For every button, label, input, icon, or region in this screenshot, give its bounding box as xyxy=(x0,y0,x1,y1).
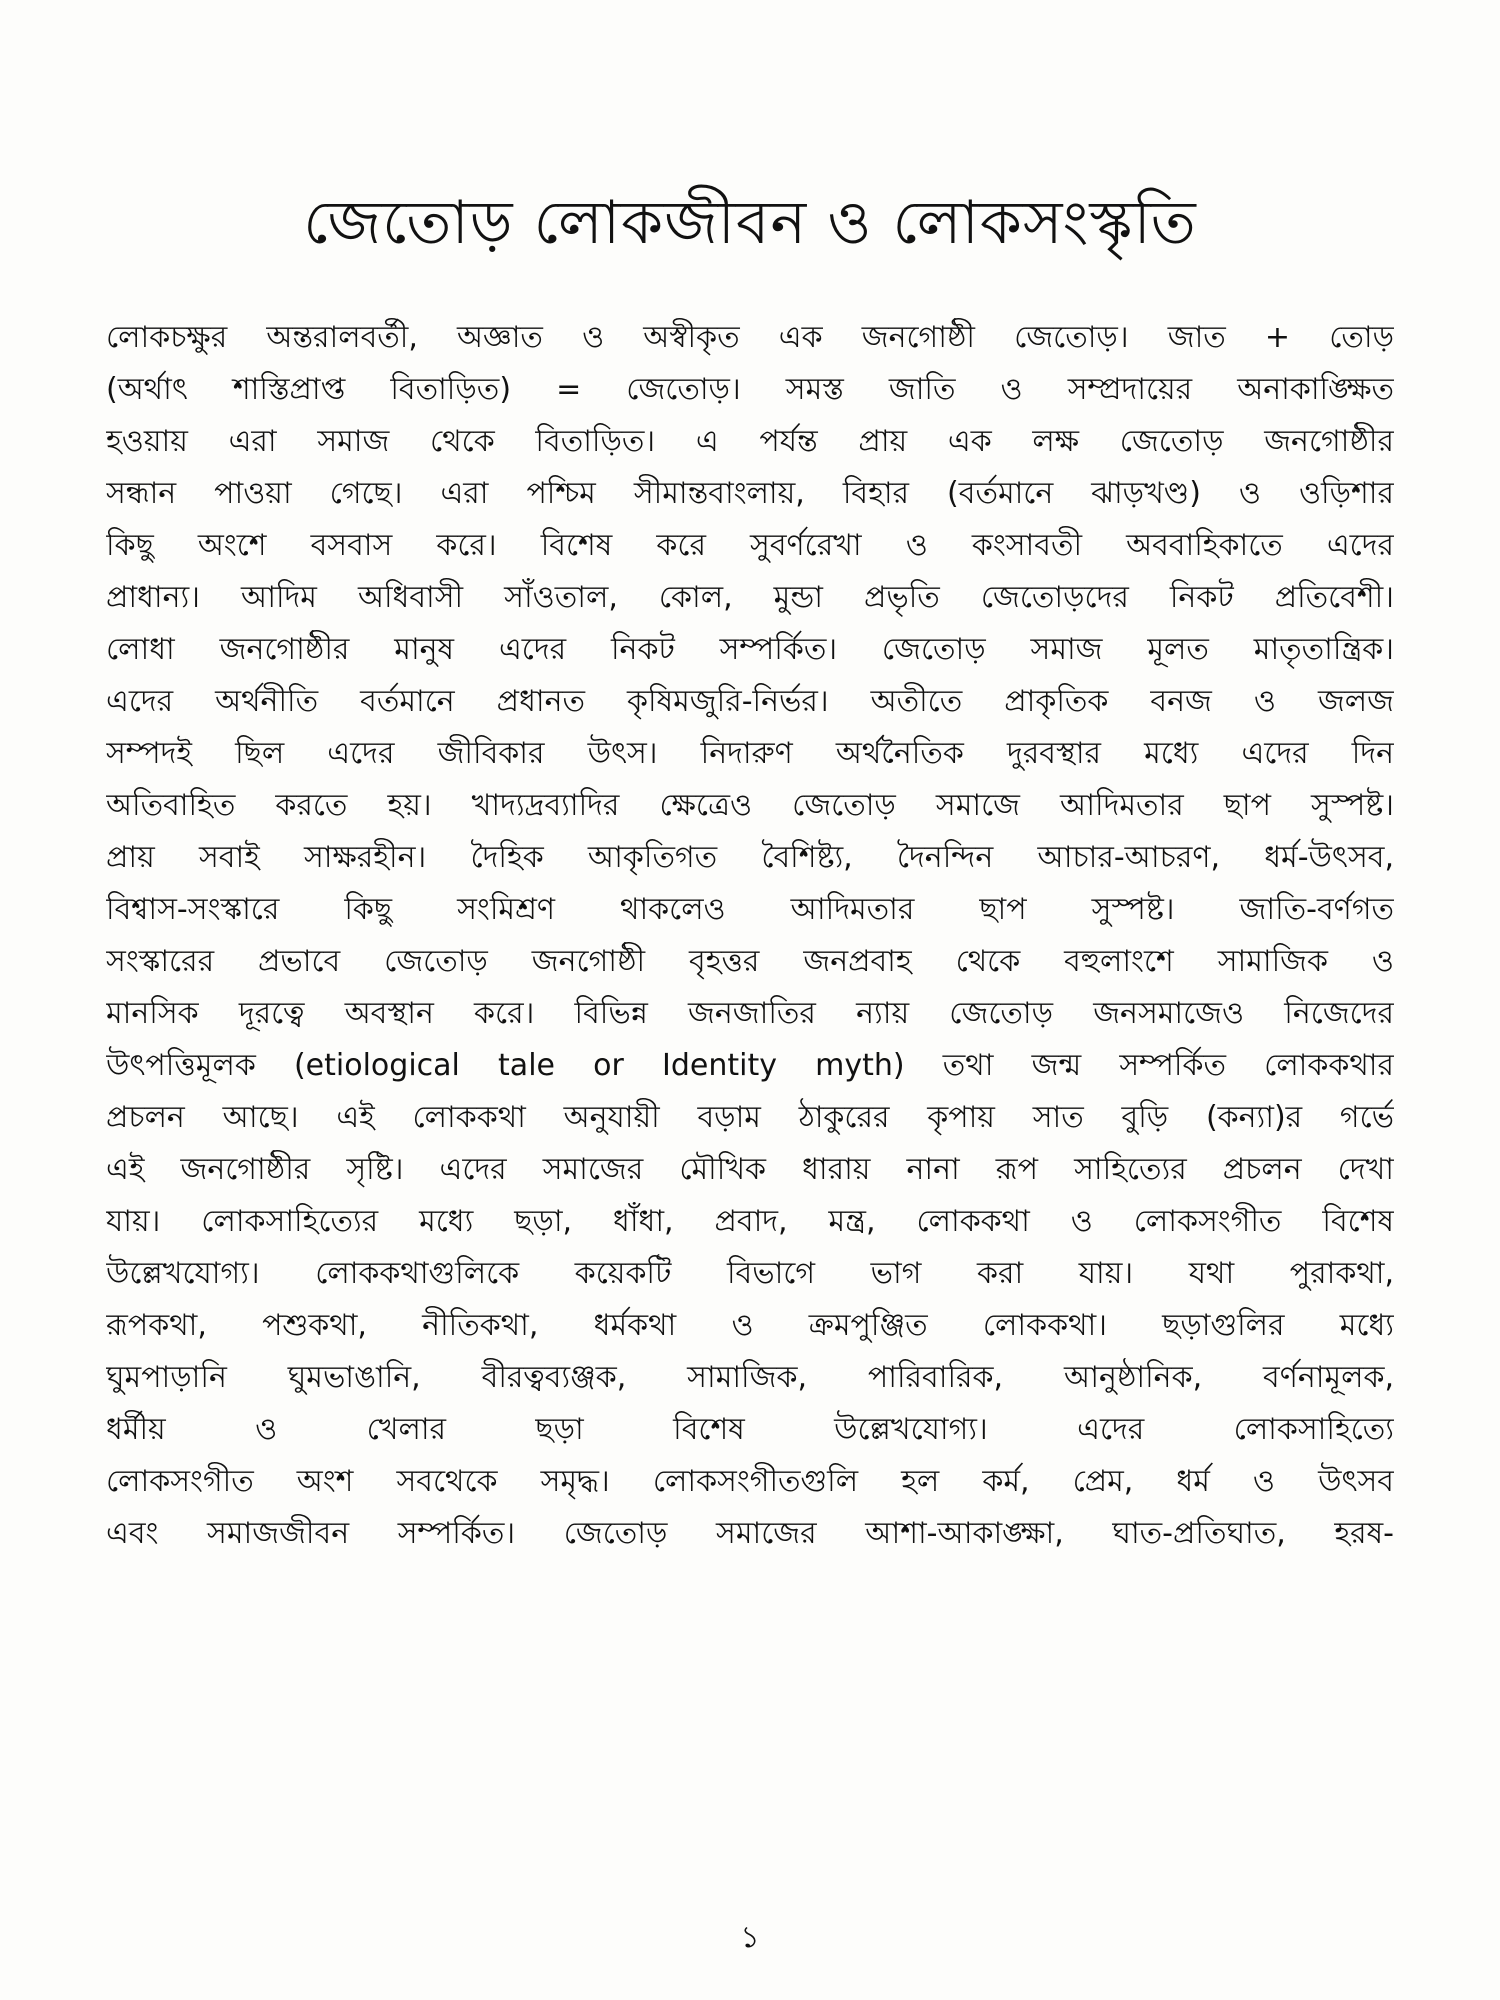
text-line: ধর্মীয় ও খেলার ছড়া বিশেষ উল্লেখযোগ্য। এদের লোকসাহিত্যে xyxy=(106,1412,1394,1447)
text-line: ঘুমপাড়ানি ঘুমভাঙানি, বীরত্বব্যঞ্জক, সামাজিক, পারিবারিক, আনুষ্ঠানিক, বর্ণনামূলক, xyxy=(106,1360,1394,1395)
page-title: জেতোড় লোকজীবন ও লোকসংস্কৃতি xyxy=(303,188,1197,258)
text-line: এবং সমাজজীবন সম্পর্কিত। জেতোড় সমাজের আশা-আকাঙ্ক্ষা, ঘাত-প্রতিঘাত, হরষ- xyxy=(106,1516,1394,1551)
text-line: এই জনগোষ্ঠীর সৃষ্টি। এদের সমাজের মৌখিক ধারায় নানা রূপ সাহিত্যের প্রচলন দেখা xyxy=(106,1152,1394,1187)
text-line: বিশ্বাস-সংস্কারে কিছু সংমিশ্রণ থাকলেও আদিমতার ছাপ সুস্পষ্ট। জাতি-বর্ণগত xyxy=(106,892,1394,927)
text-line: লোকচক্ষুর অন্তরালবর্তী, অজ্ঞাত ও অস্বীকৃত এক জনগোষ্ঠী জেতোড়। জাত + তোড় xyxy=(106,320,1394,355)
text-line: উল্লেখযোগ্য। লোককথাগুলিকে কয়েকটি বিভাগে ভাগ করা যায়। যথা পুরাকথা, xyxy=(106,1256,1394,1291)
text-line: সন্ধান পাওয়া গেছে। এরা পশ্চিম সীমান্তবাংলায়, বিহার (বর্তমানে ঝাড়খণ্ড) ও ওড়িশার xyxy=(106,476,1394,511)
text-line: প্রচলন আছে। এই লোককথা অনুযায়ী বড়াম ঠাকুরের কৃপায় সাত বুড়ি (কন্যা)র গর্ভে xyxy=(106,1100,1394,1135)
page-number: ১ xyxy=(740,1920,760,1955)
text-line: উৎপত্তিমূলক (etiological tale or Identity myth) তথা জন্ম সম্পর্কিত লোককথার xyxy=(106,1048,1394,1083)
text-line: এদের অর্থনীতি বর্তমানে প্রধানত কৃষিমজুরি-নির্ভর। অতীতে প্রাকৃতিক বনজ ও জলজ xyxy=(106,684,1394,719)
text-line: সম্পদই ছিল এদের জীবিকার উৎস। নিদারুণ অর্থনৈতিক দুরবস্থার মধ্যে এদের দিন xyxy=(106,736,1394,771)
text-line: কিছু অংশে বসবাস করে। বিশেষ করে সুবর্ণরেখা ও কংসাবতী অববাহিকাতে এদের xyxy=(106,528,1394,563)
text-line: লোধা জনগোষ্ঠীর মানুষ এদের নিকট সম্পর্কিত। জেতোড় সমাজ মূলত মাতৃতান্ত্রিক। xyxy=(106,632,1394,667)
text-line: (অর্থাৎ শাস্তিপ্রাপ্ত বিতাড়িত) = জেতোড়। সমস্ত জাতি ও সম্প্রদায়ের অনাকাঙ্ক্ষিত xyxy=(106,372,1394,407)
text-line: রূপকথা, পশুকথা, নীতিকথা, ধর্মকথা ও ক্রমপুঞ্জিত লোককথা। ছড়াগুলির মধ্যে xyxy=(106,1308,1394,1343)
text-line: যায়। লোকসাহিত্যের মধ্যে ছড়া, ধাঁধা, প্রবাদ, মন্ত্র, লোককথা ও লোকসংগীত বিশেষ xyxy=(106,1204,1394,1239)
text-line: লোকসংগীত অংশ সবথেকে সমৃদ্ধ। লোকসংগীতগুলি হল কর্ম, প্রেম, ধর্ম ও উৎসব xyxy=(106,1464,1394,1499)
text-line: প্রায় সবাই সাক্ষরহীন। দৈহিক আকৃতিগত বৈশিষ্ট্য, দৈনন্দিন আচার-আচরণ, ধর্ম-উৎসব, xyxy=(106,840,1394,875)
text-line: সংস্কারের প্রভাবে জেতোড় জনগোষ্ঠী বৃহত্তর জনপ্রবাহ থেকে বহুলাংশে সামাজিক ও xyxy=(106,944,1394,979)
text-line: মানসিক দূরত্বে অবস্থান করে। বিভিন্ন জনজাতির ন্যায় জেতোড় জনসমাজেও নিজেদের xyxy=(106,996,1394,1031)
body-paragraph xyxy=(106,312,1394,1560)
text-line: প্রাধান্য। আদিম অধিবাসী সাঁওতাল, কোল, মুন্ডা প্রভৃতি জেতোড়দের নিকট প্রতিবেশী। xyxy=(106,580,1394,615)
text-line: হওয়ায় এরা সমাজ থেকে বিতাড়িত। এ পর্যন্ত প্রায় এক লক্ষ জেতোড় জনগোষ্ঠীর xyxy=(106,424,1394,459)
text-line: অতিবাহিত করতে হয়। খাদ্যদ্রব্যাদির ক্ষেত্রেও জেতোড় সমাজে আদিমতার ছাপ সুস্পষ্ট। xyxy=(106,788,1394,823)
